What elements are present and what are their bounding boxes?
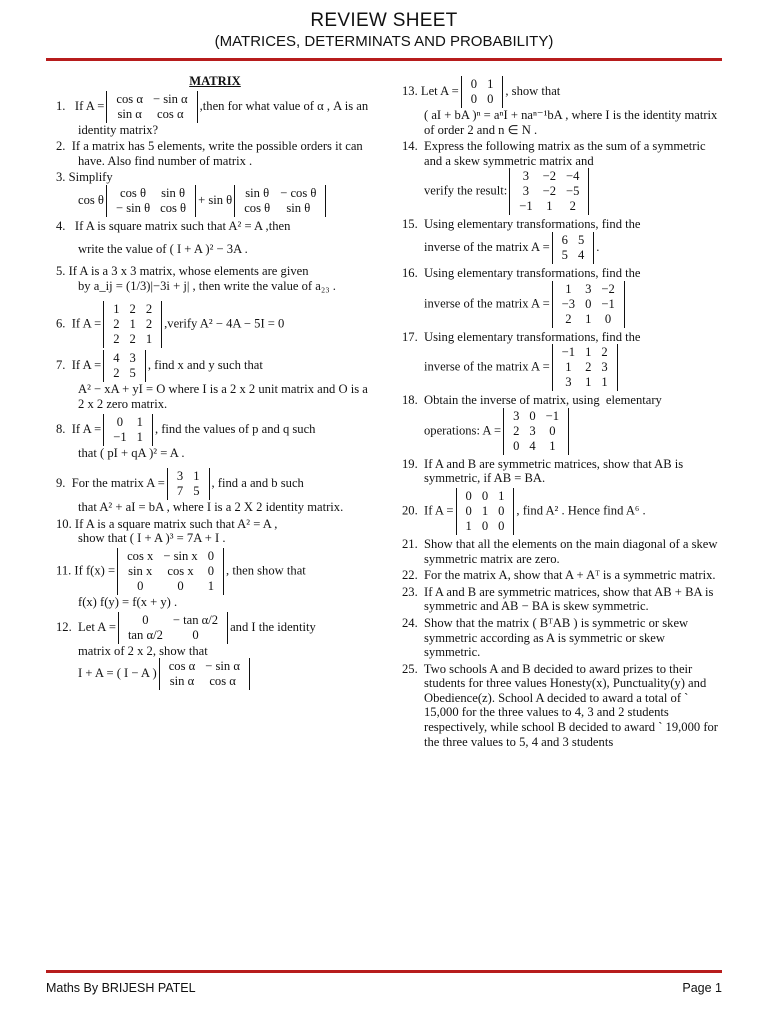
matrix [552,232,595,264]
matrix-cell: 2 [113,332,120,347]
page-subtitle: (MATRICES, DETERMINATS AND PROBABILITY) [214,33,554,50]
matrix-cell: 0 [207,563,215,578]
matrix [103,414,153,446]
question-19: 19. If A and B are symmetric matrices, show that AB is symmetric, if AB = BA. [402,456,684,486]
question-5: 5. If A is a 3 x 3 matrix, whose elements are given by a_ij = (1/3)|−3i + j| , then write the value of a₂₃ . [56,264,336,293]
matrix-cell: − sin θ [115,200,151,215]
matrix-cell: 0 [465,503,472,518]
matrix [117,548,224,595]
question-24: 24. Show that the matrix ( BᵀAB ) is symmetric or skew symmetric according as A is symmetric or skew symmetric. [402,615,689,660]
matrix [552,281,625,328]
matrix-cell: 7 [176,484,184,499]
matrix-cell: 3 [601,360,608,375]
question-1: 1. If A = cos α − sin α sin α cos α ,then for what value of α , A is an identity matrix? [56,91,369,137]
matrix-cell: 1 [565,281,572,296]
matrix-cell: 0 [604,311,612,326]
matrix-cell: 3 [176,469,184,484]
matrix [509,168,589,215]
page-header [0,10,768,50]
matrix-cell: cos θ [244,200,271,215]
matrix-cell: − sin α [205,659,240,674]
question-14: 14. Express the following matrix as the sum of a symmetric and a skew symmetric matrix and verify the result: 3 −2 −4 3 −2 −5 −1 1 2 [402,139,706,214]
matrix-cell: 0 [116,414,124,429]
question-16: 16. Using elementary transformations, find the inverse of the matrix A = 1 3 −2 −3 0 −1 2 1 0 [402,265,641,326]
header-rule [46,58,722,61]
matrix [106,185,196,217]
question-15: 15. Using elementary transformations, find the inverse of the matrix A = 6 5 5 4 . [402,217,641,262]
matrix-cell: 3 [529,423,536,438]
matrix-cell: 1 [585,375,592,390]
matrix-cell: 2 [113,317,120,332]
matrix-cell: 2 [129,332,136,347]
matrix-cell: 1 [136,429,143,444]
matrix-cell: 3 [513,408,520,423]
matrix-cell: 0 [142,612,149,627]
matrix-cell: 6 [561,232,568,247]
matrix [552,344,618,391]
matrix-cell: 0 [549,423,556,438]
matrix-cell: 0 [487,92,494,106]
matrix-cell: −3 [561,296,576,311]
matrix-cell: 2 [601,345,608,360]
matrix-cell: 2 [145,317,153,332]
matrix-cell: 0 [465,488,472,503]
question-21: 21. Show that all the elements on the main diagonal of a skew symmetric matrix are zero. [402,536,718,566]
footer-author: Maths By BRIJESH PATEL [46,981,196,995]
matrix-cell: 5 [561,247,568,262]
matrix-cell: 1 [113,302,120,317]
matrix-cell: 2 [585,360,592,375]
matrix-cell: 2 [145,302,153,317]
matrix [456,488,515,535]
matrix-cell: sin x [128,563,153,578]
matrix-cell: 1 [585,311,592,326]
matrix-cell: −2 [542,169,557,184]
question-17: 17. Using elementary transformations, find the inverse of the matrix A = −1 1 2 1 2 3 3 1 1 [402,329,641,390]
question-23: 23. If A and B are symmetric matrices, show that AB + BA is symmetric and AB − BA is skew symmetric. [402,584,714,614]
matrix-cell: 1 [565,360,572,375]
matrix-cell: 1 [136,414,143,429]
question-10: 10. If A is a square matrix such that A² = A , show that ( I + A )³ = 7A + I . [56,516,278,546]
matrix-cell: 2 [513,423,520,438]
matrix-cell: 1 [145,332,153,347]
question-22: 22. For the matrix A, show that A + Aᵀ is a symmetric matrix. [402,568,716,583]
question-9: 9. For the matrix A = 3 1 7 5 , find a and b such that A² + aI = bA , where I is a 2 X 2 identity matrix. [56,469,344,515]
matrix-cell: cos α [168,659,196,674]
matrix-cell: −4 [566,169,580,184]
matrix-cell: 0 [498,503,505,518]
matrix-cell: −2 [542,184,557,199]
matrix-cell: sin θ [161,185,186,200]
matrix-cell: 0 [192,627,199,642]
matrix-cell: cos θ [160,200,187,215]
matrix-cell: 1 [546,199,553,214]
matrix-cell: 3 [129,351,136,366]
matrix-cell: 0 [585,296,592,311]
matrix-cell: 1 [193,469,200,484]
matrix-cell: 1 [585,345,592,360]
matrix-cell: 1 [498,488,505,503]
matrix [167,468,210,500]
question-6: 6. If A = 1 2 2 2 1 2 2 2 1 ,verify A² − 4A − 5I = 0 [56,302,285,347]
matrix-cell: 5 [193,484,200,499]
question-18: 18. Obtain the inverse of matrix, using elementary operations: A = 3 0 −1 2 3 0 0 4 1 [402,393,662,453]
matrix-cell: cos α [116,91,143,106]
matrix-cell: 0 [470,92,478,106]
matrix-cell: 0 [481,518,489,533]
matrix-cell: 1 [487,77,494,91]
matrix-cell: − sin x [163,548,198,563]
matrix-cell: − sin α [152,91,188,106]
matrix-cell: 1 [129,317,136,332]
matrix-cell: 1 [601,375,608,390]
matrix-cell: − cos θ [280,185,317,200]
matrix-cell: − tan α/2 [172,612,219,627]
matrix-cell: 3 [522,184,530,199]
left-column [56,74,374,692]
matrix-cell: 2 [113,366,120,381]
matrix-cell: 4 [529,438,536,453]
matrix-cell: 1 [465,518,472,533]
page-footer [46,981,722,995]
matrix-cell: 4 [577,247,585,262]
matrix-cell: −5 [566,184,580,199]
matrix [103,350,146,382]
matrix-cell: 5 [577,232,585,247]
page-number: Page 1 [682,981,722,995]
matrix-cell: 0 [177,578,184,593]
matrix-cell: cos α [209,674,236,689]
question-2: 2. If a matrix has 5 elements, write the possible orders it can have. Also find number of matrix . [56,139,363,168]
matrix-cell: 0 [137,578,144,593]
matrix-cell: 3 [522,169,530,184]
matrix-cell: tan α/2 [127,627,163,642]
matrix-cell: 0 [513,438,520,453]
matrix-cell: 3 [585,281,592,296]
matrix-cell: 3 [565,375,572,390]
matrix [159,658,250,690]
question-11: 11. If f(x) = cos x − sin x 0 sin x cos x 0 0 0 1 , then show that f(x) f(y) = f(x + y) . [56,548,306,609]
question-4-cont: write the value of ( I + A )² − 3A . [78,241,248,256]
matrix-cell: 0 [498,518,505,533]
matrix-cell: cos x [167,563,194,578]
matrix-cell: 2 [565,311,572,326]
matrix-cell: 4 [113,351,120,366]
matrix [461,76,504,108]
footer-rule [46,970,722,973]
matrix-cell: 2 [129,302,136,317]
matrix [103,301,162,348]
matrix-cell: 0 [470,77,478,91]
matrix-cell: 0 [481,488,489,503]
matrix-cell: sin α [169,674,195,689]
right-column [402,76,724,751]
question-4: 4. If A is square matrix such that A² = A ,then [56,218,291,233]
matrix-cell: cos α [157,106,184,121]
question-3: 3. Simplify cos θ cos θ sin θ − sin θ cos θ + sin θ sin θ − cos θ cos θ sin θ [56,170,374,217]
matrix-cell: sin α [117,106,142,121]
matrix-cell: cos x [127,548,154,563]
question-8: 8. If A = 0 1 −1 1 , find the values of p and q such that ( pI + qA )² = A . [56,414,316,460]
question-20: 20. If A = 0 0 1 0 1 0 1 0 0 , find A² . Hence find A⁶ . [402,488,646,533]
matrix-cell: −1 [561,345,576,360]
matrix-cell: −2 [601,281,615,296]
matrix-cell: −1 [545,408,560,423]
question-12: 12. Let A = 0 − tan α/2 tan α/2 0 and I the identity matrix of 2 x 2, show that I + A = ( I − A ) cos α − sin α sin α cos α [56,612,316,689]
matrix [503,408,569,455]
matrix-cell: −1 [601,296,615,311]
matrix-cell: sin θ [286,200,311,215]
matrix-cell: cos θ [120,185,147,200]
matrix [118,612,228,644]
matrix-cell: 0 [207,548,215,563]
matrix-cell: 0 [529,408,536,423]
page-title: REVIEW SHEET [310,10,458,31]
matrix-cell: 1 [207,578,215,593]
matrix [106,91,197,123]
question-25: 25. Two schools A and B decided to award prizes to their students for three values Honesty(x), Punctuality(y) and Obedience(z). School A decided to award a total of ` 15,000 for the three values to 4, 3 and 2 students respectively, while school B decided to award ` 19,000 for the three values to 5, 4 and 3 students [402,661,718,749]
matrix-cell: −1 [113,429,127,444]
matrix [234,185,326,217]
section-heading: MATRIX [189,74,241,88]
matrix-cell: 2 [569,199,576,214]
matrix-cell: 5 [129,366,136,381]
question-7: 7. If A = 4 3 2 5 , find x and y such that A² − xA + yI = O where I is a 2 x 2 unit matrix and O is a 2 x 2 zero matrix. [56,351,368,411]
matrix-cell: 1 [549,438,556,453]
question-13: 13. Let A = 0 1 0 0 , show that ( aI + bA )ⁿ = aⁿI + naⁿ⁻¹bA , where I is the identity matrix of order 2 and n ∈ N . [402,77,718,137]
matrix-cell: sin θ [245,185,270,200]
matrix-cell: 1 [481,503,489,518]
matrix-cell: −1 [519,199,533,214]
